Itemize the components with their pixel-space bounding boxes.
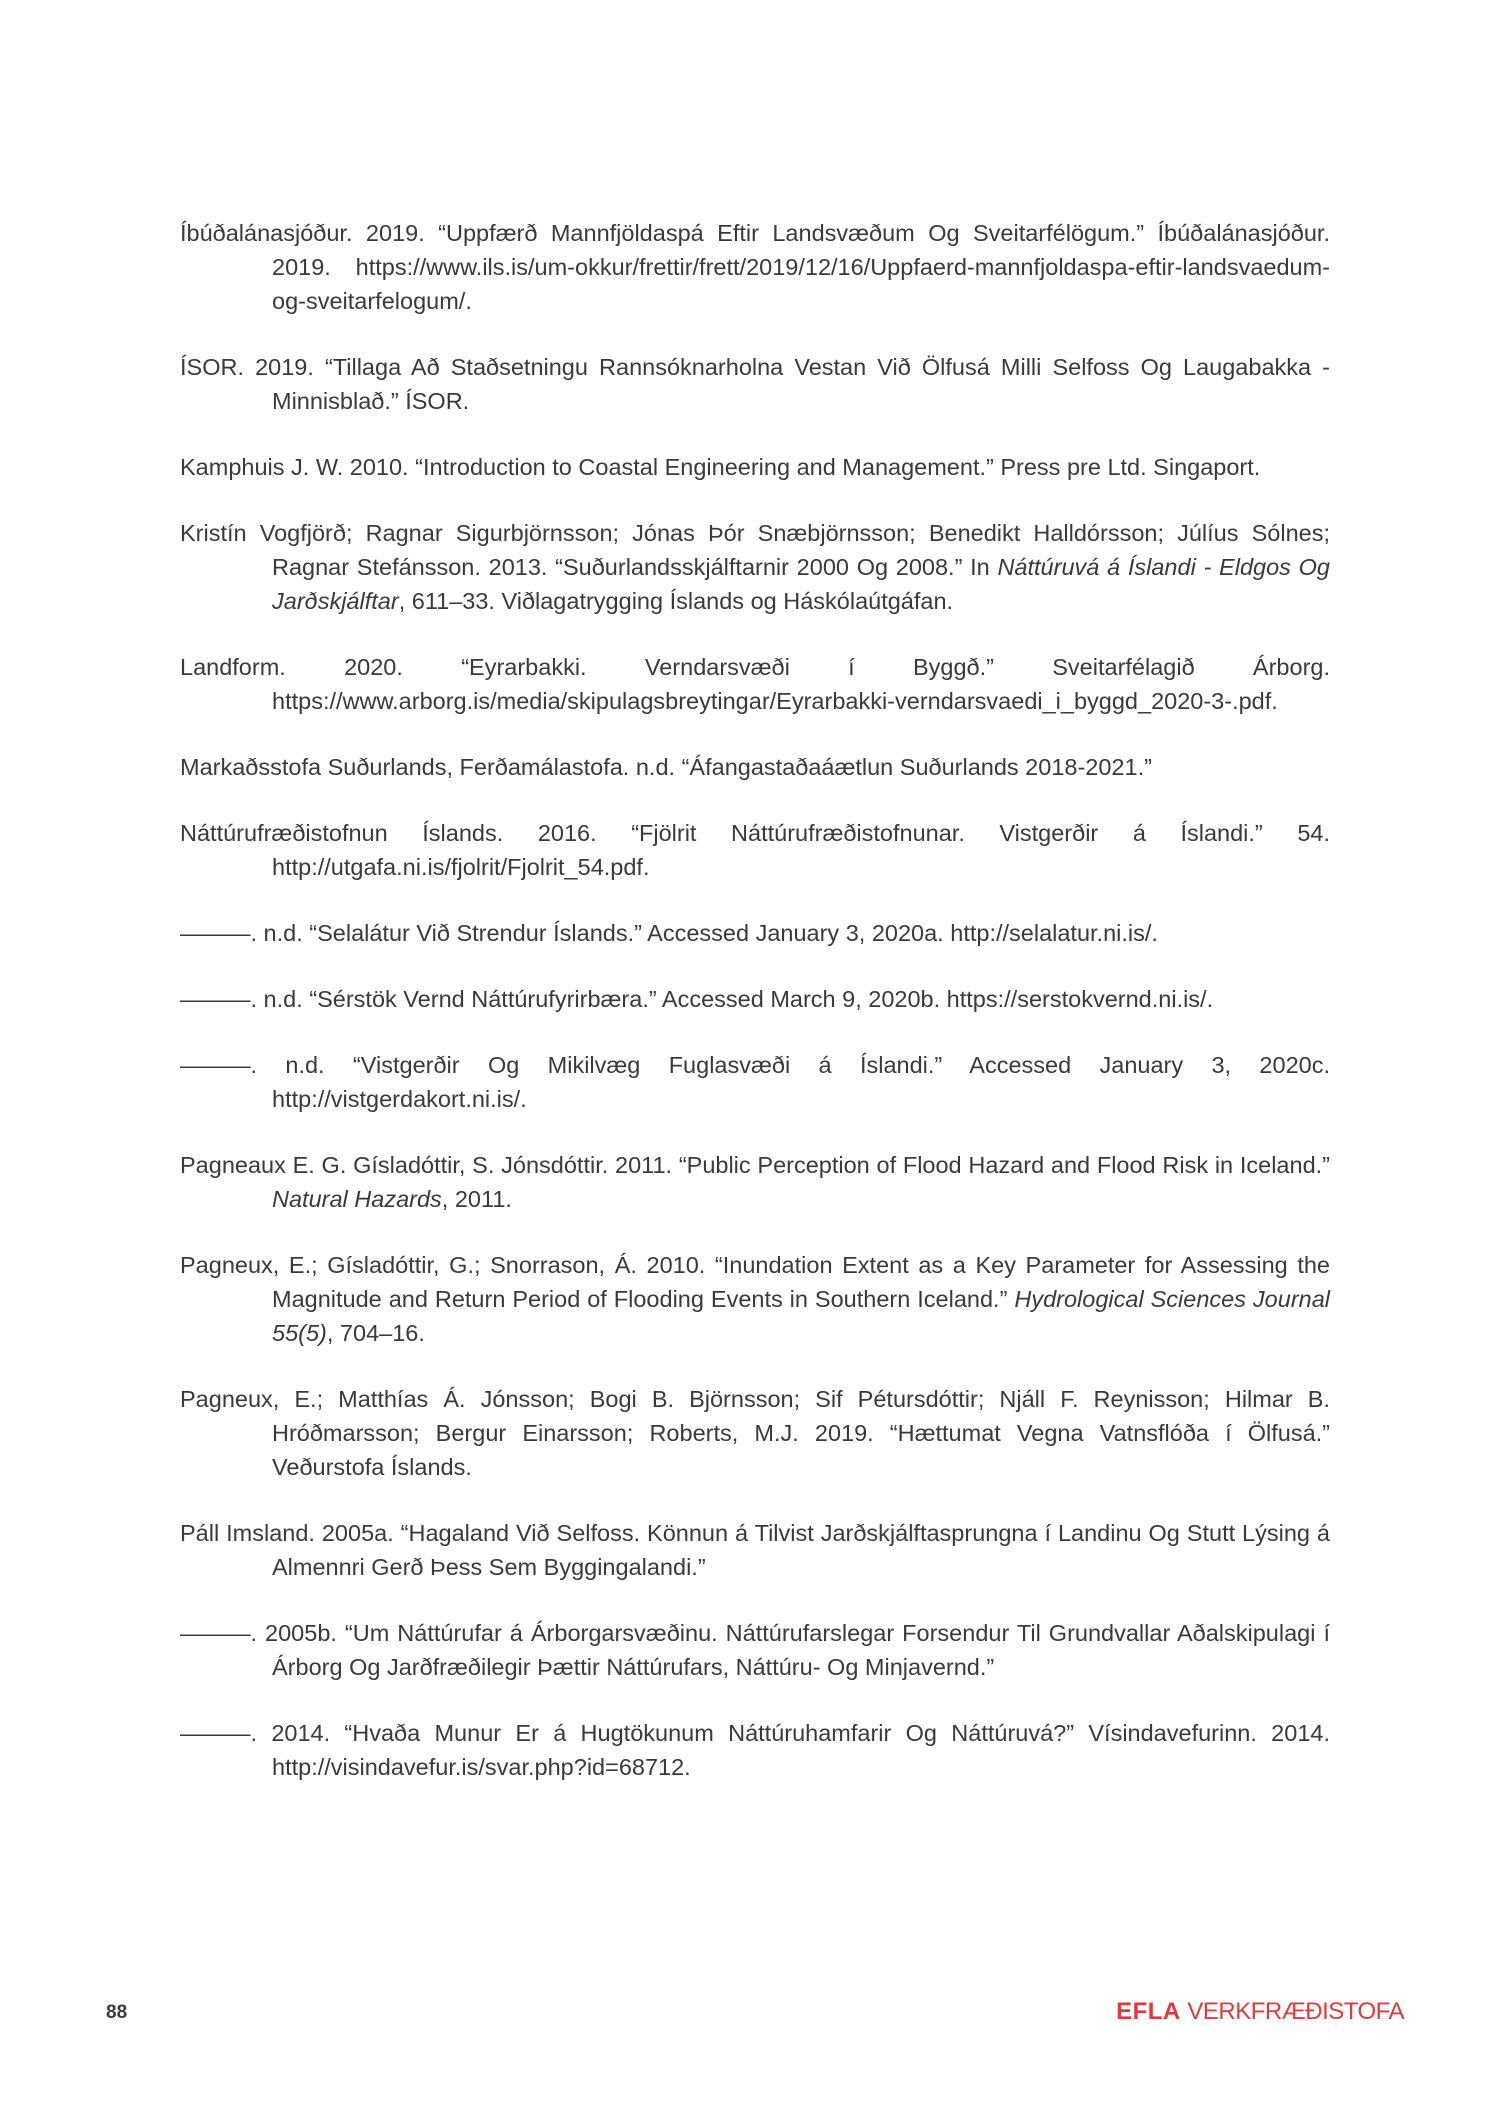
reference-item: Íbúðalánasjóður. 2019. “Uppfærð Mannfjöldaspá Eftir Landsvæðum Og Sveitarfélögum.” Íbúðalánasjóður. 2019. https://www.ils.is/um-okkur/frettir/frett/2019/12/16/Uppfaerd-mannfjoldaspa-eftir-landsvaedum-og-sveitarfelogum/. xyxy=(180,220,1330,314)
reference-item: ———. n.d. “Selalátur Við Strendur Íslands.” Accessed January 3, 2020a. http://selalatur.ni.is/. xyxy=(180,920,1158,946)
page-number: 88 xyxy=(106,2002,128,2023)
reference-item: ———. n.d. “Sérstök Vernd Náttúrufyrirbæra.” Accessed March 9, 2020b. https://serstokvernd.ni.is/. xyxy=(180,986,1214,1012)
reference-item: Pagneux, E.; Gísladóttir, G.; Snorrason, Á. 2010. “Inundation Extent as a Key Parameter for Assessing the Magnitude and Return Period of Flooding Events in Southern Iceland.” Hydrological Sciences Journal 55(5), 704–16. xyxy=(180,1252,1331,1346)
reference-item: Pagneaux E. G. Gísladóttir, S. Jónsdóttir. 2011. “Public Perception of Flood Hazard and Flood Risk in Iceland.” Natural Hazards, 2011. xyxy=(180,1152,1330,1212)
reference-item: Kamphuis J. W. 2010. “Introduction to Coastal Engineering and Management.” Press pre Ltd. Singaport. xyxy=(180,454,1261,480)
reference-item: Pagneux, E.; Matthías Á. Jónsson; Bogi B. Björnsson; Sif Pétursdóttir; Njáll F. Reynisson; Hilmar B. Hróðmarsson; Bergur Einarsson; Roberts, M.J. 2019. “Hættumat Vegna Vatnsflóða í Ölfusá.” Veðurstofa Íslands. xyxy=(180,1386,1330,1480)
reference-source-title: Náttúruvá á Íslandi - Eldgos Og Jarðskjálftar xyxy=(272,554,1330,614)
logo-brand: EFLA xyxy=(1116,1998,1181,2025)
reference-item: Páll Imsland. 2005a. “Hagaland Við Selfoss. Könnun á Tilvist Jarðskjálftasprungna í Landinu Og Stutt Lýsing á Almennri Gerð Þess Sem Byggingalandi.” xyxy=(180,1520,1330,1580)
reference-item: Markaðsstofa Suðurlands, Ferðamálastofa. n.d. “Áfangastaðaáætlun Suðurlands 2018-2021.” xyxy=(180,754,1152,780)
reference-item: ———. n.d. “Vistgerðir Og Mikilvæg Fuglasvæði á Íslandi.” Accessed January 3, 2020c. http://vistgerdakort.ni.is/. xyxy=(180,1052,1330,1112)
reference-item: Kristín Vogfjörð; Ragnar Sigurbjörnsson; Jónas Þór Snæbjörnsson; Benedikt Halldórsson; Júlíus Sólnes; Ragnar Stefánsson. 2013. “Suðurlandsskjálftarnir 2000 Og 2008.” In Náttúruvá á Íslandi - Eldgos Og Jarðskjálftar, 611–33. Viðlagatrygging Íslands og Háskólaútgáfan. xyxy=(180,520,1330,614)
reference-item: Náttúrufræðistofnun Íslands. 2016. “Fjölrit Náttúrufræðistofnunar. Vistgerðir á Íslandi.” 54. http://utgafa.ni.is/fjolrit/Fjolrit_54.pdf. xyxy=(180,820,1330,880)
reference-list xyxy=(180,216,1330,1816)
reference-item: Landform. 2020. “Eyrarbakki. Verndarsvæði í Byggð.” Sveitarfélagið Árborg. https://www.arborg.is/media/skipulagsbreytingar/Eyrarbakki-verndarsvaedi_i_byggd_2020-3-.pdf. xyxy=(180,654,1330,714)
reference-source-title: Natural Hazards xyxy=(272,1186,442,1212)
reference-item: ÍSOR. 2019. “Tillaga Að Staðsetningu Rannsóknarholna Vestan Við Ölfusá Milli Selfoss Og Laugabakka - Minnisblað.” ÍSOR. xyxy=(180,354,1330,414)
logo-subtitle: VERKFRÆÐISTOFA xyxy=(1187,1998,1404,2025)
reference-source-title: Hydrological Sciences Journal 55(5) xyxy=(272,1286,1331,1346)
reference-item: ———. 2014. “Hvaða Munur Er á Hugtökunum Náttúruhamfarir Og Náttúruvá?” Vísindavefurinn. 2014. http://visindavefur.is/svar.php?id=68712. xyxy=(180,1720,1330,1780)
efla-logo xyxy=(1116,1998,1404,2026)
reference-item: ———. 2005b. “Um Náttúrufar á Árborgarsvæðinu. Náttúrufarslegar Forsendur Til Grundvallar Aðalskipulagi í Árborg Og Jarðfræðilegir Þættir Náttúrufars, Náttúru- Og Minjavernd.” xyxy=(180,1620,1330,1680)
